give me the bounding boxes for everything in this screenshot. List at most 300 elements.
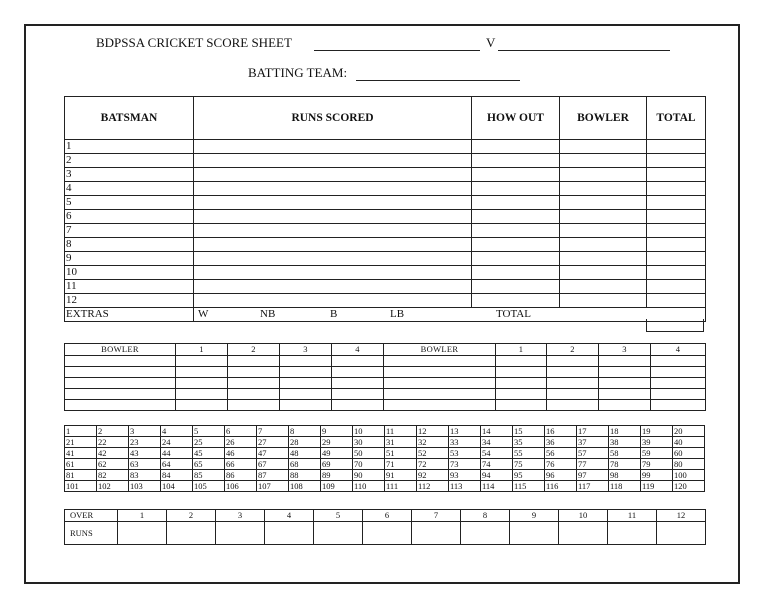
total-cell[interactable] [647, 168, 706, 182]
run-tally-cell[interactable]: 106 [225, 481, 257, 492]
bowler-cell[interactable] [560, 294, 647, 308]
left-over-2-header: 2 [228, 344, 280, 356]
run-tally-cell[interactable]: 102 [97, 481, 129, 492]
run-tally-cell[interactable]: 67 [257, 459, 289, 470]
bowler-over-cell[interactable] [651, 389, 706, 400]
run-tally-cell[interactable]: 70 [353, 459, 385, 470]
run-tally-cell[interactable]: 58 [609, 448, 641, 459]
bowler-over-cell[interactable] [176, 356, 228, 367]
run-tally-cell[interactable]: 50 [353, 448, 385, 459]
over-runs-cell[interactable] [265, 522, 314, 545]
run-tally-cell[interactable]: 92 [417, 470, 449, 481]
run-tally-cell[interactable]: 74 [481, 459, 513, 470]
extras-total-label: TOTAL [496, 308, 531, 320]
bowler-cell[interactable] [560, 154, 647, 168]
total-cell[interactable] [647, 266, 706, 280]
runs-scored-cell[interactable] [194, 154, 472, 168]
run-tally-cell[interactable]: 25 [193, 437, 225, 448]
run-tally-grid [64, 425, 705, 492]
run-tally-cell[interactable]: 32 [417, 437, 449, 448]
run-tally-cell[interactable]: 96 [545, 470, 577, 481]
run-tally-cell[interactable]: 76 [545, 459, 577, 470]
run-tally-cell[interactable]: 91 [385, 470, 417, 481]
run-tally-cell[interactable]: 88 [289, 470, 321, 481]
run-tally-cell[interactable]: 53 [449, 448, 481, 459]
run-tally-cell[interactable]: 12 [417, 426, 449, 437]
bowler-over-cell[interactable] [332, 367, 384, 378]
run-tally-cell[interactable]: 39 [641, 437, 673, 448]
run-tally-cell[interactable]: 44 [161, 448, 193, 459]
run-tally-cell[interactable]: 118 [609, 481, 641, 492]
total-column-header: TOTAL [647, 97, 706, 140]
bowler-name-cell[interactable] [65, 400, 176, 411]
run-tally-cell[interactable]: 65 [193, 459, 225, 470]
run-tally-cell[interactable]: 60 [673, 448, 705, 459]
how-out-cell[interactable] [472, 168, 560, 182]
how-out-cell[interactable] [472, 182, 560, 196]
bowler-over-cell[interactable] [280, 378, 332, 389]
how-out-cell[interactable] [472, 154, 560, 168]
run-tally-cell[interactable]: 55 [513, 448, 545, 459]
batsman-row [65, 140, 706, 154]
run-tally-cell[interactable]: 16 [545, 426, 577, 437]
bowler-cell[interactable] [560, 210, 647, 224]
bowler-cell[interactable] [560, 182, 647, 196]
run-tally-cell[interactable]: 75 [513, 459, 545, 470]
run-tally-cell[interactable]: 112 [417, 481, 449, 492]
over-runs-cell[interactable] [363, 522, 412, 545]
total-cell[interactable] [647, 140, 706, 154]
over-runs-cell[interactable] [657, 522, 706, 545]
bowler-over-cell[interactable] [599, 378, 651, 389]
run-tally-cell[interactable]: 107 [257, 481, 289, 492]
run-tally-cell[interactable]: 1 [65, 426, 97, 437]
batsman-number-cell[interactable]: 11 [65, 280, 194, 294]
sheet-title: BDPSSA CRICKET SCORE SHEET [96, 35, 292, 50]
run-tally-cell[interactable]: 99 [641, 470, 673, 481]
bowler-over-cell[interactable] [332, 400, 384, 411]
runs-scored-cell[interactable] [194, 140, 472, 154]
left-over-3-header: 3 [280, 344, 332, 356]
how-out-cell[interactable] [472, 294, 560, 308]
run-tally-cell[interactable]: 24 [161, 437, 193, 448]
bowler-over-cell[interactable] [651, 356, 706, 367]
total-cell[interactable] [647, 252, 706, 266]
runs-scored-cell[interactable] [194, 266, 472, 280]
run-tally-cell[interactable]: 7 [257, 426, 289, 437]
run-tally-cell[interactable]: 78 [609, 459, 641, 470]
run-tally-row [65, 481, 705, 492]
bowler-over-cell[interactable] [599, 389, 651, 400]
bowler-over-cell[interactable] [496, 400, 547, 411]
run-tally-cell[interactable]: 38 [609, 437, 641, 448]
run-tally-row [65, 459, 705, 470]
over-runs-cell[interactable] [510, 522, 559, 545]
bowler-name-cell[interactable] [384, 367, 496, 378]
over-number-cell: 10 [559, 510, 608, 522]
runs-scored-cell[interactable] [194, 196, 472, 210]
total-cell[interactable] [647, 238, 706, 252]
run-tally-cell[interactable]: 116 [545, 481, 577, 492]
batsman-row [65, 294, 706, 308]
over-runs-cell[interactable] [608, 522, 657, 545]
batsman-number-cell[interactable]: 12 [65, 294, 194, 308]
over-runs-cell[interactable] [412, 522, 461, 545]
over-number-cell: 8 [461, 510, 510, 522]
over-number-cell: 5 [314, 510, 363, 522]
right-over-4-header: 4 [651, 344, 706, 356]
bowler-row [65, 389, 706, 400]
run-tally-cell[interactable]: 84 [161, 470, 193, 481]
run-tally-cell[interactable]: 117 [577, 481, 609, 492]
bowler-over-cell[interactable] [332, 356, 384, 367]
run-tally-cell[interactable]: 77 [577, 459, 609, 470]
over-label: OVER [65, 510, 118, 522]
run-tally-cell[interactable]: 73 [449, 459, 481, 470]
over-runs-cell[interactable] [461, 522, 510, 545]
bowler-over-cell[interactable] [280, 389, 332, 400]
right-over-1-header: 1 [496, 344, 547, 356]
total-cell[interactable] [647, 294, 706, 308]
how-out-cell[interactable] [472, 140, 560, 154]
batsman-number-cell[interactable]: 9 [65, 252, 194, 266]
run-tally-cell[interactable]: 111 [385, 481, 417, 492]
batsman-row [65, 280, 706, 294]
bowler-over-cell[interactable] [496, 356, 547, 367]
batting-team-line[interactable] [356, 80, 520, 81]
runs-scored-cell[interactable] [194, 168, 472, 182]
bowler-cell[interactable] [560, 224, 647, 238]
over-runs-cell[interactable] [314, 522, 363, 545]
run-tally-cell[interactable]: 69 [321, 459, 353, 470]
batsman-row [65, 182, 706, 196]
bowler-over-cell[interactable] [599, 367, 651, 378]
run-tally-cell[interactable]: 71 [385, 459, 417, 470]
run-tally-cell[interactable]: 35 [513, 437, 545, 448]
run-tally-cell[interactable]: 10 [353, 426, 385, 437]
run-tally-cell[interactable]: 61 [65, 459, 97, 470]
bowler-over-cell[interactable] [496, 367, 547, 378]
run-tally-cell[interactable]: 59 [641, 448, 673, 459]
how-out-cell[interactable] [472, 210, 560, 224]
run-tally-cell[interactable]: 26 [225, 437, 257, 448]
bowler-over-cell[interactable] [547, 400, 599, 411]
run-tally-cell[interactable]: 43 [129, 448, 161, 459]
run-tally-cell[interactable]: 113 [449, 481, 481, 492]
run-tally-cell[interactable]: 114 [481, 481, 513, 492]
batsman-number-cell[interactable]: 6 [65, 210, 194, 224]
batsman-number-cell[interactable]: 5 [65, 196, 194, 210]
bowler-cell[interactable] [560, 196, 647, 210]
over-number-cell: 1 [118, 510, 167, 522]
run-tally-cell[interactable]: 64 [161, 459, 193, 470]
run-tally-cell[interactable]: 23 [129, 437, 161, 448]
overs-number-row [65, 510, 706, 522]
bowling-header-row [65, 344, 706, 356]
how-out-cell[interactable] [472, 280, 560, 294]
grand-total-box[interactable] [646, 319, 704, 332]
run-tally-cell[interactable]: 28 [289, 437, 321, 448]
bowler-name-cell[interactable] [65, 356, 176, 367]
bowler-over-cell[interactable] [176, 378, 228, 389]
run-tally-cell[interactable]: 90 [353, 470, 385, 481]
bowler-name-cell[interactable] [384, 400, 496, 411]
run-tally-cell[interactable]: 36 [545, 437, 577, 448]
run-tally-cell[interactable]: 79 [641, 459, 673, 470]
bowler-row [65, 400, 706, 411]
batsman-number-cell[interactable]: 3 [65, 168, 194, 182]
bowler-cell[interactable] [560, 238, 647, 252]
right-over-2-header: 2 [547, 344, 599, 356]
bowler-row [65, 356, 706, 367]
bowler-name-cell[interactable] [65, 367, 176, 378]
run-tally-cell[interactable]: 42 [97, 448, 129, 459]
runs-scored-cell[interactable] [194, 224, 472, 238]
run-tally-cell[interactable]: 17 [577, 426, 609, 437]
run-tally-cell[interactable]: 27 [257, 437, 289, 448]
run-tally-cell[interactable]: 40 [673, 437, 705, 448]
run-tally-cell[interactable]: 54 [481, 448, 513, 459]
left-over-1-header: 1 [176, 344, 228, 356]
bowler-name-cell[interactable] [65, 378, 176, 389]
run-tally-cell[interactable]: 47 [257, 448, 289, 459]
home-team-line[interactable] [314, 50, 480, 51]
total-cell[interactable] [647, 210, 706, 224]
bowler-over-cell[interactable] [547, 378, 599, 389]
runs-scored-cell[interactable] [194, 280, 472, 294]
over-number-cell: 4 [265, 510, 314, 522]
bowler-over-cell[interactable] [651, 400, 706, 411]
run-tally-cell[interactable]: 48 [289, 448, 321, 459]
run-tally-cell[interactable]: 103 [129, 481, 161, 492]
batsman-column-header: BATSMAN [65, 97, 194, 140]
bowler-over-cell[interactable] [228, 367, 280, 378]
bowler-over-cell[interactable] [547, 367, 599, 378]
over-number-cell: 7 [412, 510, 461, 522]
batsman-number-cell[interactable]: 1 [65, 140, 194, 154]
how-out-cell[interactable] [472, 252, 560, 266]
run-tally-cell[interactable]: 93 [449, 470, 481, 481]
run-tally-cell[interactable]: 6 [225, 426, 257, 437]
run-tally-cell[interactable]: 94 [481, 470, 513, 481]
run-tally-row [65, 426, 705, 437]
total-cell[interactable] [647, 196, 706, 210]
run-tally-cell[interactable]: 41 [65, 448, 97, 459]
extras-row [65, 308, 706, 322]
batting-header-row [65, 97, 706, 140]
run-tally-cell[interactable]: 62 [97, 459, 129, 470]
bowler-row [65, 378, 706, 389]
bowler-name-cell[interactable] [65, 389, 176, 400]
bowler-over-cell[interactable] [547, 389, 599, 400]
run-tally-cell[interactable]: 101 [65, 481, 97, 492]
batsman-row [65, 266, 706, 280]
bowler-over-cell[interactable] [228, 378, 280, 389]
over-number-cell: 3 [216, 510, 265, 522]
run-tally-cell[interactable]: 34 [481, 437, 513, 448]
run-tally-cell[interactable]: 82 [97, 470, 129, 481]
bowler-over-cell[interactable] [228, 389, 280, 400]
runs-scored-cell[interactable] [194, 252, 472, 266]
bowler-cell[interactable] [560, 280, 647, 294]
bowler-name-cell[interactable] [384, 378, 496, 389]
run-tally-cell[interactable]: 80 [673, 459, 705, 470]
run-tally-cell[interactable]: 49 [321, 448, 353, 459]
extras-label: EXTRAS [65, 308, 194, 322]
bowler-over-cell[interactable] [599, 356, 651, 367]
runs-scored-cell[interactable] [194, 238, 472, 252]
bowler-over-cell[interactable] [651, 378, 706, 389]
run-tally-cell[interactable]: 89 [321, 470, 353, 481]
run-tally-cell[interactable]: 18 [609, 426, 641, 437]
over-number-cell: 6 [363, 510, 412, 522]
batsman-row [65, 252, 706, 266]
run-tally-cell[interactable]: 87 [257, 470, 289, 481]
run-tally-cell[interactable]: 104 [161, 481, 193, 492]
bowler-over-cell[interactable] [280, 400, 332, 411]
bowler-cell[interactable] [560, 252, 647, 266]
runs-scored-cell[interactable] [194, 294, 472, 308]
extras-type-lb: LB [390, 308, 405, 320]
run-tally-cell[interactable]: 5 [193, 426, 225, 437]
bowler-over-cell[interactable] [228, 356, 280, 367]
bowler-over-cell[interactable] [280, 356, 332, 367]
total-cell[interactable] [647, 154, 706, 168]
run-tally-cell[interactable]: 81 [65, 470, 97, 481]
run-tally-cell[interactable]: 19 [641, 426, 673, 437]
run-tally-cell[interactable]: 2 [97, 426, 129, 437]
versus-label: V [486, 35, 496, 50]
run-tally-cell[interactable]: 15 [513, 426, 545, 437]
run-tally-cell[interactable]: 63 [129, 459, 161, 470]
run-tally-cell[interactable]: 21 [65, 437, 97, 448]
overs-table [64, 509, 706, 545]
away-team-line[interactable] [498, 50, 670, 51]
run-tally-cell[interactable]: 57 [577, 448, 609, 459]
batsman-row [65, 168, 706, 182]
over-runs-cell[interactable] [118, 522, 167, 545]
runs-scored-cell[interactable] [194, 210, 472, 224]
run-tally-cell[interactable]: 115 [513, 481, 545, 492]
batsman-row [65, 154, 706, 168]
run-tally-cell[interactable]: 86 [225, 470, 257, 481]
run-tally-cell[interactable]: 97 [577, 470, 609, 481]
run-tally-cell[interactable]: 46 [225, 448, 257, 459]
run-tally-cell[interactable]: 3 [129, 426, 161, 437]
bowler-over-cell[interactable] [228, 400, 280, 411]
bowler-cell[interactable] [560, 140, 647, 154]
run-tally-cell[interactable]: 31 [385, 437, 417, 448]
bowler-over-cell[interactable] [176, 367, 228, 378]
run-tally-cell[interactable]: 98 [609, 470, 641, 481]
how-out-cell[interactable] [472, 238, 560, 252]
run-tally-cell[interactable]: 119 [641, 481, 673, 492]
over-runs-cell[interactable] [167, 522, 216, 545]
run-tally-cell[interactable]: 85 [193, 470, 225, 481]
run-tally-cell[interactable]: 108 [289, 481, 321, 492]
how-out-cell[interactable] [472, 224, 560, 238]
run-tally-row [65, 437, 705, 448]
run-tally-cell[interactable]: 37 [577, 437, 609, 448]
bowler-cell[interactable] [560, 168, 647, 182]
bowler-name-cell[interactable] [384, 389, 496, 400]
overs-runs-row [65, 522, 706, 545]
batsman-number-cell[interactable]: 8 [65, 238, 194, 252]
run-tally-cell[interactable]: 56 [545, 448, 577, 459]
bowler-over-cell[interactable] [332, 378, 384, 389]
batsman-row [65, 210, 706, 224]
batsman-number-cell[interactable]: 10 [65, 266, 194, 280]
total-cell[interactable] [647, 280, 706, 294]
bowler-over-cell[interactable] [547, 356, 599, 367]
run-tally-row [65, 470, 705, 481]
bowler-over-cell[interactable] [496, 389, 547, 400]
over-runs-cell[interactable] [559, 522, 608, 545]
run-tally-cell[interactable]: 45 [193, 448, 225, 459]
how-out-cell[interactable] [472, 196, 560, 210]
run-tally-cell[interactable]: 66 [225, 459, 257, 470]
run-tally-cell[interactable]: 20 [673, 426, 705, 437]
batsman-number-cell[interactable]: 4 [65, 182, 194, 196]
run-tally-cell[interactable]: 120 [673, 481, 705, 492]
run-tally-cell[interactable]: 14 [481, 426, 513, 437]
run-tally-cell[interactable]: 8 [289, 426, 321, 437]
run-tally-row [65, 448, 705, 459]
run-tally-cell[interactable]: 83 [129, 470, 161, 481]
bowler-over-cell[interactable] [176, 400, 228, 411]
run-tally-cell[interactable]: 95 [513, 470, 545, 481]
extras-type-nb: NB [260, 308, 276, 320]
run-tally-cell[interactable]: 105 [193, 481, 225, 492]
run-tally-cell[interactable]: 100 [673, 470, 705, 481]
run-tally-cell[interactable]: 29 [321, 437, 353, 448]
run-tally-cell[interactable]: 110 [353, 481, 385, 492]
bowler-cell[interactable] [560, 266, 647, 280]
batsman-row [65, 224, 706, 238]
bowler-row [65, 367, 706, 378]
bowler-over-cell[interactable] [651, 367, 706, 378]
run-tally-cell[interactable]: 13 [449, 426, 481, 437]
extras-type-w: W [198, 308, 209, 320]
bowler-over-cell[interactable] [599, 400, 651, 411]
run-tally-cell[interactable]: 30 [353, 437, 385, 448]
runs-scored-cell[interactable] [194, 182, 472, 196]
over-runs-cell[interactable] [216, 522, 265, 545]
run-tally-cell[interactable]: 22 [97, 437, 129, 448]
run-tally-cell[interactable]: 11 [385, 426, 417, 437]
batsman-number-cell[interactable]: 7 [65, 224, 194, 238]
over-number-cell: 2 [167, 510, 216, 522]
how-out-cell[interactable] [472, 266, 560, 280]
batsman-number-cell[interactable]: 2 [65, 154, 194, 168]
extras-breakdown-cell[interactable] [194, 308, 647, 322]
bowler-over-cell[interactable] [496, 378, 547, 389]
run-tally-cell[interactable]: 4 [161, 426, 193, 437]
run-tally-cell[interactable]: 109 [321, 481, 353, 492]
total-cell[interactable] [647, 182, 706, 196]
run-tally-cell[interactable]: 68 [289, 459, 321, 470]
run-tally-cell[interactable]: 52 [417, 448, 449, 459]
run-tally-cell[interactable]: 51 [385, 448, 417, 459]
total-cell[interactable] [647, 224, 706, 238]
run-tally-cell[interactable]: 9 [321, 426, 353, 437]
bowler-over-cell[interactable] [280, 367, 332, 378]
run-tally-cell[interactable]: 33 [449, 437, 481, 448]
run-tally-cell[interactable]: 72 [417, 459, 449, 470]
bowler-over-cell[interactable] [332, 389, 384, 400]
bowler-over-cell[interactable] [176, 389, 228, 400]
bowler-name-cell[interactable] [384, 356, 496, 367]
